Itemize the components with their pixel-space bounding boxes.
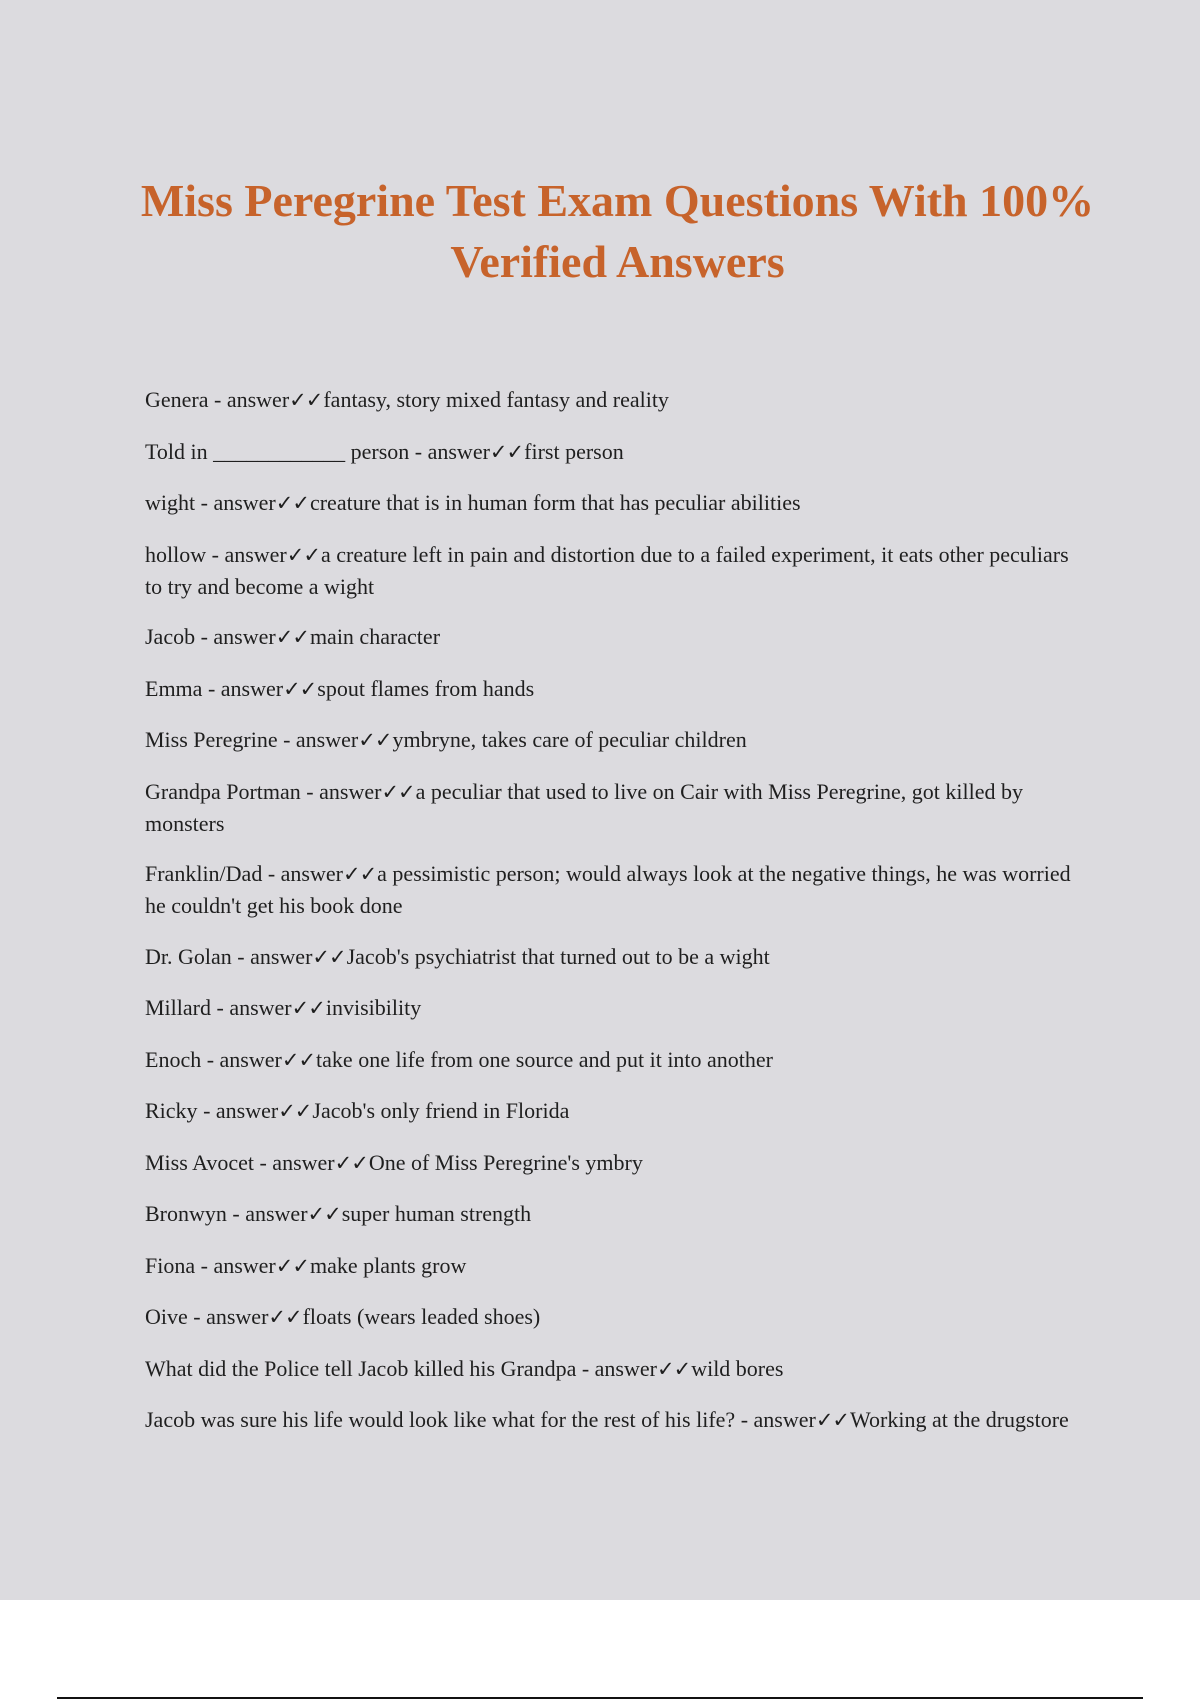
question-text: Dr. Golan <box>145 943 232 969</box>
double-check-icon: ✓✓ <box>656 1356 691 1381</box>
double-check-icon: ✓✓ <box>275 1253 309 1278</box>
answer-label: - answer <box>576 1355 657 1381</box>
double-check-icon: ✓✓ <box>334 1150 368 1175</box>
qa-list <box>145 384 1090 1456</box>
answer-label: - answer <box>226 1201 308 1226</box>
question-text: Jacob <box>145 624 196 649</box>
qa-item <box>145 1147 1090 1179</box>
double-check-icon: ✓✓ <box>275 625 309 649</box>
question-text: Miss Avocet <box>145 1149 254 1175</box>
answer-text: fantasy, story mixed fantasy and reality <box>323 387 669 412</box>
answer-label: - answer <box>262 861 343 886</box>
double-check-icon: ✓✓ <box>381 779 415 804</box>
qa-item <box>145 487 1090 519</box>
answer-label: - answer <box>231 943 313 969</box>
double-check-icon: ✓✓ <box>291 996 325 1020</box>
answer-text: main character <box>309 624 441 649</box>
answer-text: floats (wears leaded shoes) <box>302 1304 541 1329</box>
question-text: Jacob was sure his life would look like what for the rest of his life? <box>145 1407 736 1432</box>
answer-label: - answer <box>187 1304 269 1329</box>
answer-label: - answer <box>202 675 284 701</box>
answer-label: - answer <box>197 1098 279 1123</box>
qa-item <box>145 384 1090 416</box>
qa-item <box>145 1353 1090 1385</box>
question-text: What did the Police tell Jacob killed his Grandpa <box>145 1355 577 1381</box>
answer-label: - answer <box>195 624 276 649</box>
answer-text: Working at the drugstore <box>850 1407 1069 1432</box>
qa-item <box>145 776 1090 839</box>
answer-label: - answer <box>208 387 290 412</box>
double-check-icon: ✓✓ <box>268 1305 302 1329</box>
answer-text: spout flames from hands <box>317 675 535 701</box>
double-check-icon: ✓✓ <box>286 542 320 567</box>
qa-item <box>145 1095 1090 1127</box>
answer-text: a pessimistic person; would always look at the negative things, he was worried he couldn't get his book done <box>145 861 1077 918</box>
question-text: Grandpa Portman <box>145 778 301 804</box>
double-check-icon: ✓✓ <box>289 388 323 412</box>
footer-divider <box>57 1697 1143 1699</box>
answer-label: - answer <box>211 995 292 1020</box>
answer-text: a peculiar that used to live on Cair with Miss Peregrine, got killed by monsters <box>145 778 1029 836</box>
qa-item <box>145 673 1090 705</box>
answer-text: Jacob's only friend in Florida <box>312 1098 570 1123</box>
question-text: hollow <box>145 541 207 567</box>
question-text: Enoch <box>145 1046 202 1072</box>
answer-label: - answer <box>409 438 490 464</box>
answer-text: take one life from one source and put it into another <box>316 1046 774 1072</box>
answer-text: wild bores <box>691 1355 784 1381</box>
double-check-icon: ✓✓ <box>358 728 392 752</box>
answer-label: - answer <box>253 1149 335 1175</box>
qa-item <box>145 941 1090 973</box>
double-check-icon: ✓✓ <box>489 439 524 464</box>
answer-text: first person <box>524 438 624 464</box>
question-text: Genera <box>145 387 209 412</box>
answer-label: - answer <box>195 490 276 515</box>
question-text: Fiona <box>145 1252 196 1278</box>
question-text: Emma <box>145 675 203 701</box>
answer-text: creature that is in human form that has peculiar abilities <box>309 490 801 515</box>
question-text: Franklin/Dad <box>145 861 263 886</box>
double-check-icon: ✓✓ <box>342 862 377 886</box>
answer-text: One of Miss Peregrine's ymbry <box>368 1149 643 1175</box>
qa-item <box>145 539 1090 602</box>
answer-label: - answer <box>201 1046 282 1072</box>
answer-label: - answer <box>195 1252 276 1278</box>
qa-item <box>145 1198 1090 1230</box>
double-check-icon: ✓✓ <box>307 1202 341 1226</box>
question-text: Ricky <box>145 1098 198 1123</box>
answer-label: - answer <box>206 541 287 567</box>
double-check-icon: ✓✓ <box>278 1099 312 1123</box>
qa-item <box>145 1404 1090 1436</box>
question-text: Oive <box>145 1304 188 1329</box>
qa-item <box>145 1044 1090 1076</box>
question-text: Bronwyn <box>145 1201 227 1226</box>
double-check-icon: ✓✓ <box>283 676 317 701</box>
double-check-icon: ✓✓ <box>312 944 346 969</box>
question-text: Miss Peregrine <box>145 727 278 752</box>
question-text: Told in ____________ person <box>145 438 410 464</box>
qa-item <box>145 1301 1090 1333</box>
qa-item <box>145 621 1090 653</box>
qa-item <box>145 436 1090 468</box>
answer-text: ymbryne, takes care of peculiar children <box>392 727 747 752</box>
answer-label: - answer <box>735 1407 816 1432</box>
double-check-icon: ✓✓ <box>275 491 309 515</box>
answer-text: invisibility <box>325 995 422 1020</box>
answer-text: Jacob's psychiatrist that turned out to be a wight <box>346 943 770 969</box>
answer-text: make plants grow <box>309 1252 467 1278</box>
question-text: wight <box>145 490 196 515</box>
double-check-icon: ✓✓ <box>281 1047 316 1072</box>
document-title: Miss Peregrine Test Exam Questions With 100% Verified Answers <box>140 175 1095 287</box>
double-check-icon: ✓✓ <box>815 1408 850 1432</box>
qa-item <box>145 724 1090 756</box>
qa-item <box>145 858 1090 921</box>
qa-item <box>145 992 1090 1024</box>
answer-text: a creature left in pain and distortion due to a failed experiment, it eats other peculiars to try and become a wight <box>145 541 1075 599</box>
answer-label: - answer <box>300 778 382 804</box>
answer-label: - answer <box>277 727 359 752</box>
qa-item <box>145 1250 1090 1282</box>
answer-text: super human strength <box>341 1201 532 1226</box>
question-text: Millard <box>145 995 211 1020</box>
